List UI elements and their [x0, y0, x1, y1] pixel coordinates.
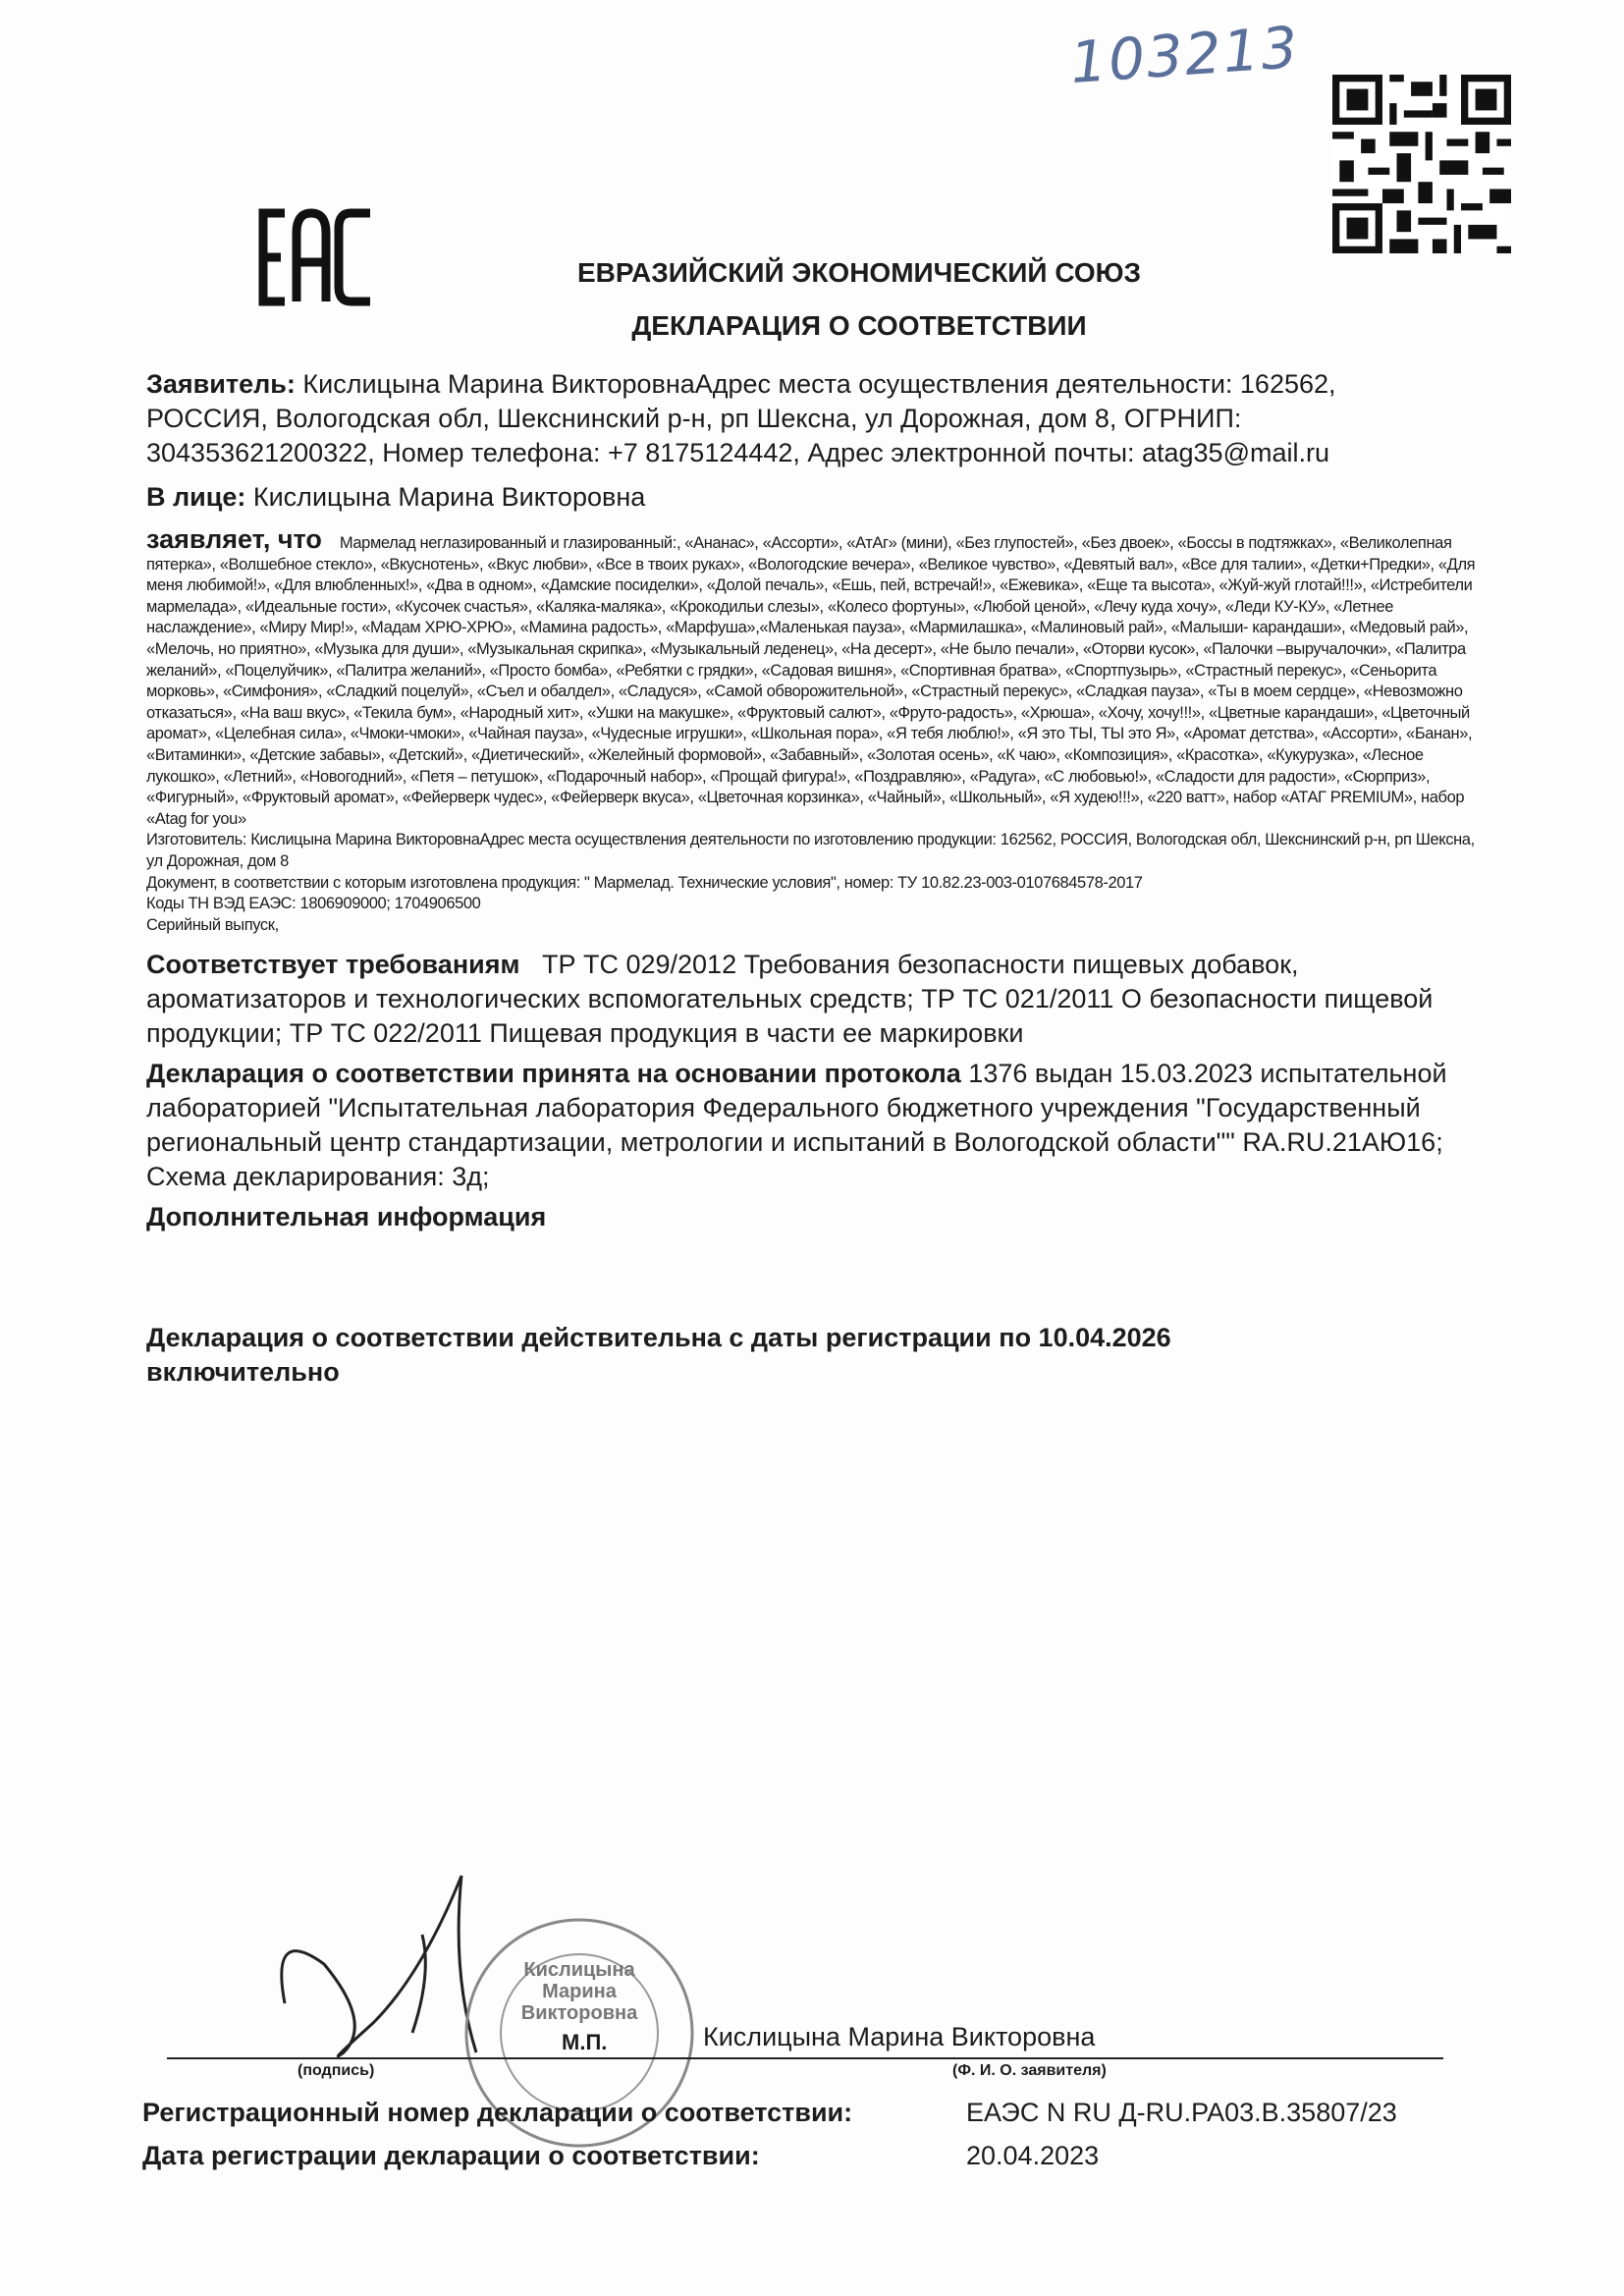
registration-number-value: ЕАЭС N RU Д-RU.PA03.B.35807/23 — [966, 2098, 1397, 2127]
conformity-block — [146, 948, 1462, 1051]
basis-block — [146, 1057, 1462, 1194]
svg-text:Марина: Марина — [542, 1981, 617, 2002]
document-title: ДЕКЛАРАЦИЯ О СООТВЕТСТВИИ — [631, 310, 1087, 341]
applicant-label: Заявитель: — [146, 369, 296, 399]
basis-label: Декларация о соответствии принята на основании протокола — [146, 1059, 961, 1089]
registration-date-value: 20.04.2023 — [966, 2141, 1100, 2170]
declares-label: заявляет, что — [146, 524, 322, 554]
svg-text:Викторовна: Викторовна — [520, 2002, 638, 2024]
handwritten-number: 103213 — [1067, 13, 1302, 97]
person-label: В лице: — [146, 482, 246, 512]
validity-text: Декларация о соответствии действительна с даты регистрации по 10.04.2026 включительно — [146, 1323, 1171, 1388]
union-title: ЕВРАЗИЙСКИЙ ЭКОНОМИЧЕСКИЙ СОЮЗ — [576, 257, 1142, 288]
person-text: Кислицына Марина Викторовна — [252, 482, 646, 512]
release-type: Серийный выпуск, — [146, 915, 279, 934]
signature-line — [167, 2057, 1443, 2059]
basis-text: 1376 выдан 15.03.2023 испытательной лабораторией "Испытательная лаборатория Федерального бюджетного учреждения "Государственный региональный центр стандартизации, метрологии и испытаний в Вологодской области"" RA.RU.21АЮ16; Схема декларирования: 3д; — [146, 1059, 1447, 1192]
conformity-label: Соответствует требованиям — [146, 950, 520, 980]
document-body — [146, 367, 1491, 1390]
registration-number-label: Регистрационный номер декларации о соответствии: — [142, 2098, 853, 2127]
fio-caption: (Ф. И. О. заявителя) — [952, 2062, 1107, 2079]
hs-codes: Коды ТН ВЭД ЕАЭС: 1806909000; 1704906500 — [146, 895, 481, 913]
normative-document: Документ, в соответствии с которым изготовлена продукция: " Мармелад. Технические условия", номер: ТУ 10.82.23-003-0107684578-2017 — [146, 873, 1143, 892]
seal-placeholder: М.П. — [562, 2030, 608, 2054]
qr-code — [1332, 75, 1511, 253]
registration-date-label: Дата регистрации декларации о соответствии: — [142, 2141, 760, 2170]
conformity-text: ТР ТС 029/2012 Требования безопасности пищевых добавок, ароматизаторов и технологических вспомогательных средств; ТР ТС 021/2011 О безопасности пищевой продукции; ТР ТС 022/2011 Пищевая продукция в части ее маркировки — [146, 950, 1434, 1049]
svg-text:Кислицына: Кислицына — [523, 1959, 635, 1981]
signer-name: Кислицына Марина Викторовна — [703, 2022, 1096, 2051]
applicant-block — [146, 367, 1462, 470]
product-list: Мармелад неглазированный и глазированный:, «Ананас», «Ассорти», «АтАг» (мини), «Без глупостей», «Без двоек», «Боссы в подтяжках», «Великолепная пятерка», «Волшебное стекло», «Вкуснотень», «Вкус любви», «Все в твоих руках», «Вологодские вечера», «Великое чувство», «Девятый вал», «Все для талии», «Детки+Предки», «Для меня любимой!», «Для влюбленных!», «Два в одном», «Дамские посиделки», «Долой печаль», «Ешь, пей, встречай!», «Ежевика», «Еще та высота», «Жуй-жуй глотай!!!», «Истребители мармелада», «Идеальные гости», «Кусочек счастья», «Каляка-маляка», «Крокодильи слезы», «Колесо фортуны», «Любой ценой», «Лечу куда хочу», «Леди КУ-КУ», «Летнее наслаждение», «Миру Мир!», «Мадам ХРЮ-ХРЮ», «Мамина радость», «Марфуша»,«Маленькая пауза», «Мармилашка», «Малиновый рай», «Малыши- карандаши», «Медовый рай», «Мелочь, но приятно», «Музыка для души», «Музыкальная скрипка», «Музыкальный леденец», «На десерт», «Не было печали», «Оторви кусок», «Палочки –выручалочки», «Палитра желаний», «Поцелуйчик», «Палитра желаний», «Просто бомба», «Ребятки с грядки», «Садовая вишня», «Спортивная братва», «Спортпузырь», «Страстный перекус», «Сеньорита морковь», «Симфония», «Сладкий поцелуй», «Съел и обалдел», «Сладуся», «Самой обворожительной», «Страстный перекус», «Сладкая пауза», «Ты в моем сердце», «Невозможно отказаться», «На ваш вкус», «Текила бум», «Народный хит», «Ушки на макушке», «Фруктовый салют», «Фруто-радость», «Хрюша», «Хочу, хочу!!!», «Цветные карандаши», «Цветочный аромат», «Целебная сила», «Чмоки-чмоки», «Чайная пауза», «Чудесные игрушки», «Школьная пора», «Я тебя люблю!», «Я это ТЫ, ТЫ это Я», «Аромат детства», «Ассорти», «Банан», «Витаминки», «Детские забавы», «Детский», «Диетический», «Желейный формовой», «Забавный», «Золотая осень», «К чаю», «Композиция», «Красотка», «Кукурузка», «Лесное лукошко», «Летний», «Новогодний», «Петя – петушок», «Подарочный набор», «Прощай фигура!», «Поздравляю», «Радуга», «С любовью!», «Сладости для радости», «Сюрприз», «Фигурный», «Фруктовый аромат», «Фейерверк чудес», «Фейерверк вкуса», «Цветочная корзинка», «Чайный», «Школьный», «Я худею!!!», «220 ватт», набор «АТАГ PREMIUM», набор «Atag for you» — [146, 534, 1476, 828]
manufacturer: Изготовитель: Кислицына Марина ВикторовнаАдрес места осуществления деятельности по изготовлению продукции: 162562, РОССИЯ, Вологодская обл, Шекснинский р-н, рп Шексна, ул Дорожная, дом 8 — [146, 831, 1475, 870]
additional-info-label: Дополнительная информация — [146, 1202, 547, 1232]
signature-caption: (подпись) — [298, 2062, 375, 2079]
applicant-text: Кислицына Марина ВикторовнаАдрес места осуществления деятельности: 162562, РОССИЯ, Вологодская обл, Шекснинский р-н, рп Шексна, ул Дорожная, дом 8, ОГРНИП: 304353621200322, Номер телефона: +7 8175124442, Адрес электронной почты: atag35@mail.ru — [146, 369, 1336, 467]
person-block — [146, 480, 1462, 515]
declaration-body — [146, 526, 1491, 936]
